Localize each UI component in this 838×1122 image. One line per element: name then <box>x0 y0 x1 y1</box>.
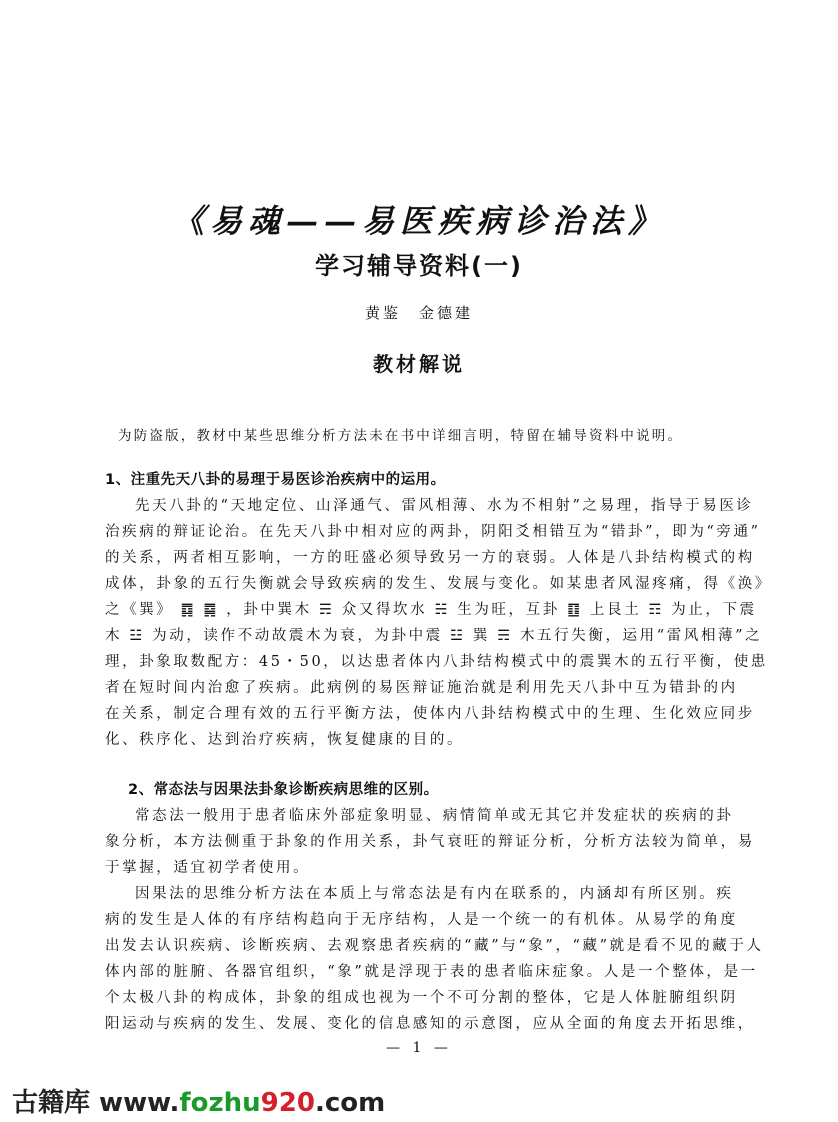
book-title: 《易魂——易医疾病诊治法》 <box>171 202 666 240</box>
paragraph-line: 常态法一般用于患者临床外部症象明显、病情简单或无其它并发症状的疾病的卦 <box>135 808 734 824</box>
paragraph-line: 成体，卦象的五行失衡就会导致疾病的发生、发展与变化。如某患者风湿疼痛，得《涣》 <box>105 576 772 592</box>
watermark-red-text: 920 <box>260 1088 315 1118</box>
paragraph-line: 体内部的脏腑、各器官组织，“象”就是浮现于表的患者临床症象。人是一个整体，是一 <box>105 964 758 980</box>
paragraph-line: 木 ☳ 为动，读作不动故震木为衰，为卦中震 ☳ 巽 ☴ 木五行失衡，运用“雷风相薄”之 <box>105 628 763 644</box>
paragraph-line: 治疾病的辩证论治。在先天八卦中相对应的两卦，阴阳爻相错互为“错卦”，即为“旁通” <box>105 524 761 540</box>
paragraph-line: 象分析，本方法侧重于卦象的作用关系，卦气衰旺的辩证分析，分析方法较为简单，易 <box>105 834 755 850</box>
paragraph-line: 病的发生是人体的有序结构趋向于无序结构，人是一个统一的有机体。从易学的角度 <box>105 912 738 928</box>
section-2-heading: 2、常态法与因果法卦象诊断疾病思维的区别。 <box>128 782 439 798</box>
paragraph-line: 因果法的思维分析方法在本质上与常态法是有内在联系的，内涵却有所区别。疾 <box>135 886 734 902</box>
paragraph-line: 阳运动与疾病的发生、发展、变化的信息感知的示意图，应从全面的角度去开拓思维， <box>105 1016 755 1032</box>
watermark-green-text: fozhu <box>179 1088 261 1118</box>
watermark[interactable] <box>12 1082 385 1119</box>
section-1-heading: 1、注重先天八卦的易理于易医诊治疾病中的运用。 <box>105 472 446 488</box>
paragraph-line: 在关系，制定合理有效的五行平衡方法，使体内八卦结构模式中的生理、生化效应同步 <box>105 706 755 722</box>
section-title: 教材解说 <box>373 352 465 376</box>
paragraph-line: 个太极八卦的构成体，卦象的组成也视为一个不可分割的整体，它是人体脏腑组织阴 <box>105 990 738 1006</box>
document-subtitle: 学习辅导资料(一) <box>315 252 523 280</box>
paragraph-line: 于掌握，适宜初学者使用。 <box>105 860 311 876</box>
paragraph-line: 先天八卦的“天地定位、山泽通气、雷风相薄、水为不相射”之易理，指导于易医诊 <box>135 498 754 514</box>
authors: 黄鉴 金德建 <box>364 304 473 322</box>
page-number: — 1 — <box>386 1040 452 1056</box>
paragraph-line: 理，卦象取数配方：45・50，以达患者体内八卦结构模式中的震巽木的五行平衡，使患 <box>105 654 768 670</box>
paragraph-line: 出发去认识疾病、诊断疾病、去观察患者疾病的“藏”与“象”，“藏”就是看不见的藏于人 <box>105 938 764 954</box>
paragraph-line: 者在短时间内治愈了疾病。此病例的易医辩证施治就是利用先天八卦中互为错卦的内 <box>105 680 738 696</box>
intro-paragraph: 为防盗版，教材中某些思维分析方法未在书中详细言明，特留在辅导资料中说明。 <box>118 428 684 444</box>
paragraph-line: 化、秩序化、达到治疗疾病，恢复健康的目的。 <box>105 732 465 748</box>
watermark-suffix: .com <box>314 1088 386 1118</box>
paragraph-line: 的关系，两者相互影响，一方的旺盛必须导致另一方的衰弱。人体是八卦结构模式的构 <box>105 550 755 566</box>
watermark-prefix: 古籍库 www. <box>12 1088 180 1118</box>
paragraph-line: 之《巽》 ䷺ ䷸ ，卦中巽木 ☴ 众又得坎水 ☵ 生为旺，互卦 ䷚ 上艮土 ☶ 为止，下震 <box>105 602 757 618</box>
